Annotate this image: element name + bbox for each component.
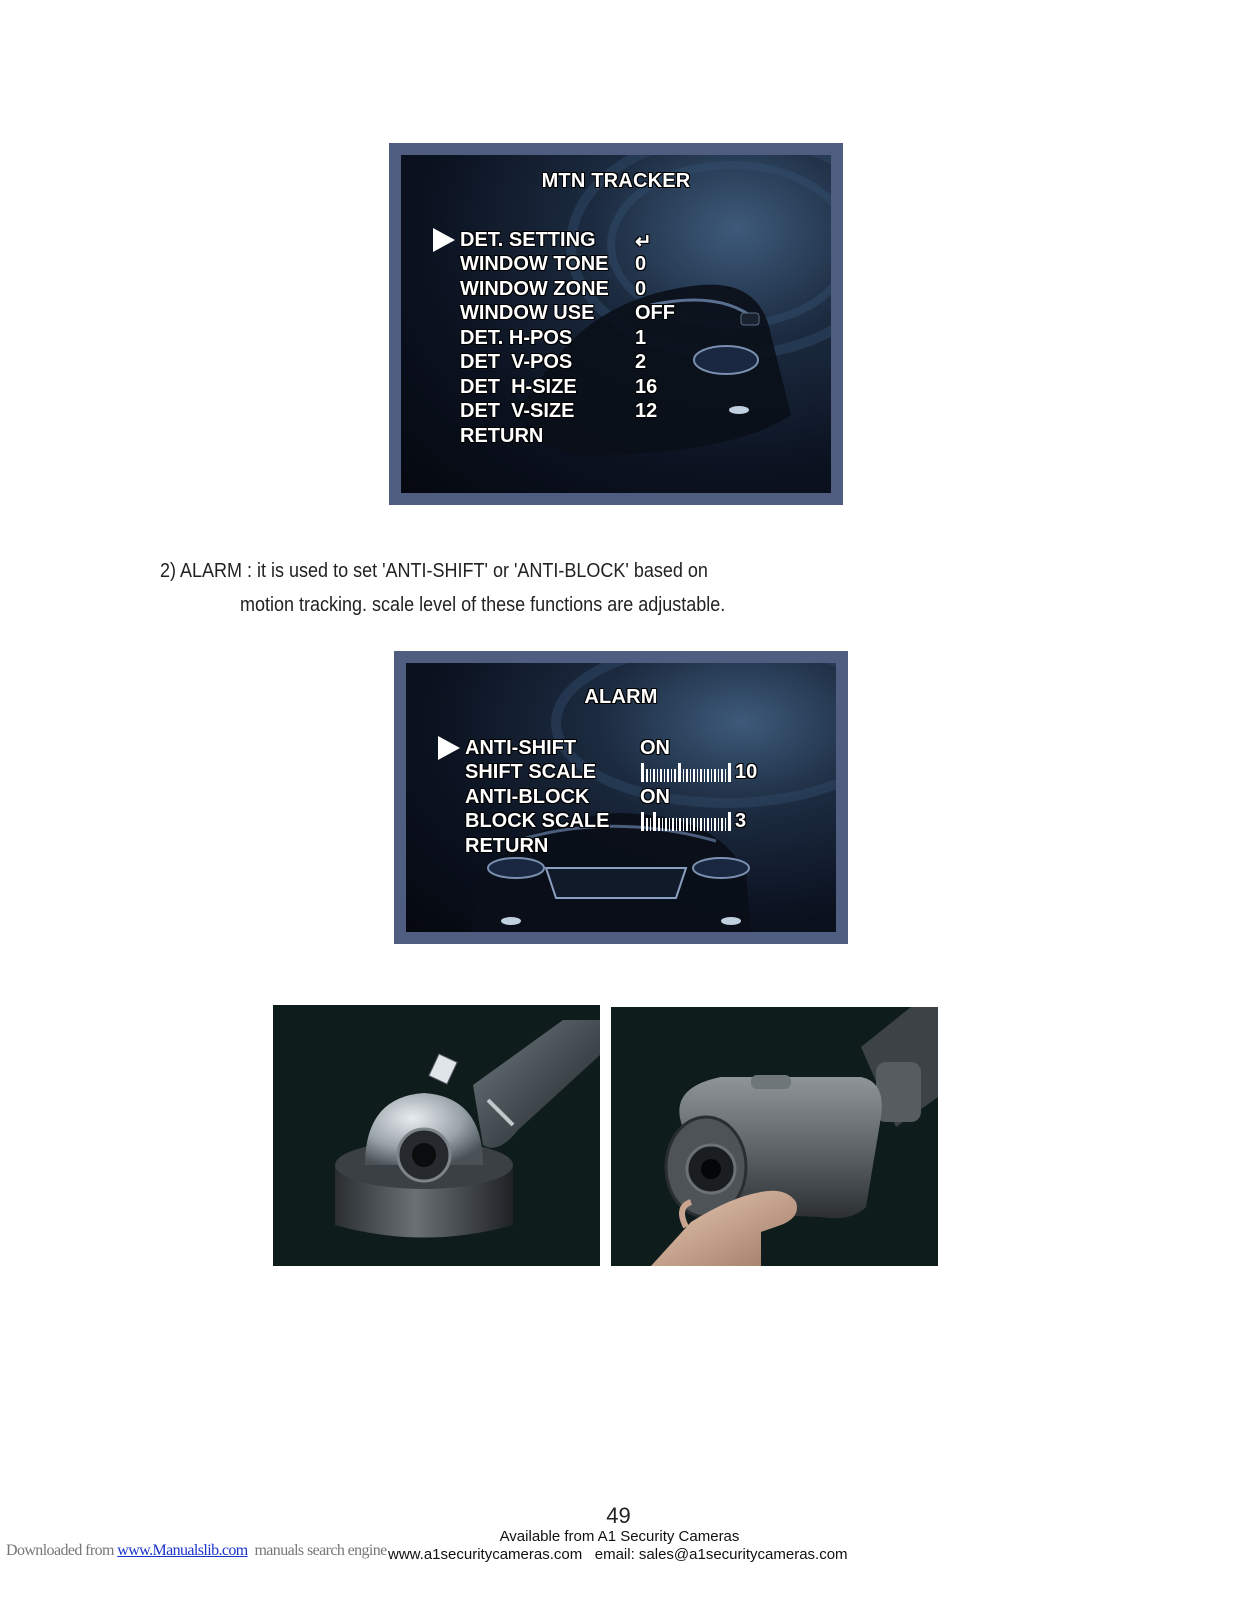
menu-item-label: WINDOW ZONE: [460, 278, 609, 300]
enter-icon: ↵: [635, 231, 652, 253]
block-scale-slider[interactable]: [641, 813, 731, 831]
scale-tick: [658, 818, 660, 831]
scale-tick: [728, 763, 731, 782]
menu-item-label: WINDOW TONE: [460, 253, 609, 275]
menu-item-value: 1: [635, 327, 647, 349]
manualslib-prefix: Downloaded from: [6, 1542, 118, 1559]
bullet-camera-illustration: [611, 1007, 938, 1266]
scale-tick: [704, 818, 706, 831]
scale-tick: [686, 769, 688, 782]
scale-tick: [721, 769, 723, 782]
scale-tick: [671, 769, 673, 782]
dome-camera-illustration: [273, 1005, 600, 1266]
scale-tick: [714, 769, 716, 782]
scale-tick: [650, 769, 652, 782]
footer-availability: Available from A1 Security Cameras: [499, 1528, 740, 1545]
scale-tick: [718, 818, 720, 831]
scale-tick: [646, 818, 648, 831]
menu-item-label: DET. SETTING: [460, 229, 596, 251]
menu-item-value: ON: [640, 737, 670, 759]
scale-tick: [721, 818, 723, 831]
scale-tick: [718, 769, 720, 782]
scale-tick: [679, 818, 681, 831]
menu-item-value: 0: [635, 278, 647, 300]
alarm-osd: [394, 651, 848, 944]
scale-tick: [650, 818, 652, 831]
menu-item-label: SHIFT SCALE: [465, 761, 597, 783]
menu-item-label: DET. H-POS: [460, 327, 573, 349]
block-scale-value: 3: [735, 810, 747, 832]
menu-item-label: DET V-SIZE: [460, 400, 575, 422]
scale-tick: [693, 769, 695, 782]
scale-tick: [714, 818, 716, 831]
shift-scale-slider[interactable]: [641, 764, 731, 782]
scale-tick: [690, 818, 692, 831]
scale-tick: [653, 769, 655, 782]
alarm-description-line2: motion tracking. scale level of these functions are adjustable.: [240, 594, 726, 616]
selection-cursor: [438, 736, 460, 760]
menu-item-label: BLOCK SCALE: [465, 810, 610, 832]
scale-tick: [683, 818, 685, 831]
scale-tick: [686, 818, 688, 831]
menu-item-value: 0: [635, 253, 647, 275]
page-number: 49: [606, 1503, 631, 1528]
scale-tick: [711, 818, 713, 831]
scale-tick: [697, 769, 699, 782]
scale-tick: [693, 818, 695, 831]
menu-item-label: RETURN: [460, 425, 544, 447]
scale-tick: [697, 818, 699, 831]
menu-item-value: OFF: [635, 302, 675, 324]
scale-tick: [667, 769, 669, 782]
scale-tick: [707, 769, 709, 782]
menu-item-value: 12: [635, 400, 658, 422]
scale-tick: [690, 769, 692, 782]
menu-item-label: DET V-POS: [460, 351, 573, 373]
scale-level-marker: [653, 812, 656, 831]
scale-tick: [711, 769, 713, 782]
scale-tick: [646, 769, 648, 782]
osd-title: ALARM: [584, 686, 658, 708]
osd-screen: [401, 155, 831, 493]
scale-tick: [662, 818, 664, 831]
manualslib-link[interactable]: www.Manualslib.com: [117, 1542, 248, 1559]
shift-scale-value: 10: [735, 761, 758, 783]
menu-item-value: ON: [640, 786, 670, 808]
scale-tick: [664, 769, 666, 782]
footer-contact: www.a1securitycameras.com email: sales@a1securitycameras.com: [388, 1546, 848, 1563]
menu-item-value: 16: [635, 376, 658, 398]
scale-tick: [676, 818, 678, 831]
manualslib-banner: [6, 1542, 387, 1560]
osd-title: MTN TRACKER: [541, 170, 691, 192]
osd-screen: [406, 663, 836, 932]
scale-tick: [728, 812, 731, 831]
manualslib-suffix: manuals search engine: [247, 1542, 387, 1559]
menu-item-shift-scale[interactable]: [465, 761, 785, 785]
alarm-description-line1: 2) ALARM : it is used to set 'ANTI-SHIFT' or 'ANTI-BLOCK' based on: [160, 560, 708, 582]
menu-item-label: WINDOW USE: [460, 302, 595, 324]
menu-item-label: ANTI-BLOCK: [465, 786, 590, 808]
mtn-tracker-osd: [389, 143, 843, 505]
scale-tick: [660, 769, 662, 782]
menu-item-label: ANTI-SHIFT: [465, 737, 577, 759]
scale-tick: [669, 818, 671, 831]
scale-tick: [641, 812, 644, 831]
scale-tick: [665, 818, 667, 831]
scale-tick: [707, 818, 709, 831]
scale-tick: [704, 769, 706, 782]
scale-tick: [725, 769, 727, 782]
menu-item-label: RETURN: [465, 835, 549, 857]
scale-tick: [674, 769, 676, 782]
dome-camera-photo: [273, 1005, 600, 1266]
scale-tick: [672, 818, 674, 831]
scale-tick: [641, 763, 644, 782]
scale-tick: [700, 818, 702, 831]
scale-tick: [657, 769, 659, 782]
menu-item-value: 2: [635, 351, 647, 373]
scale-tick: [683, 769, 685, 782]
selection-cursor: [433, 228, 455, 252]
menu-item-block-scale[interactable]: [465, 810, 785, 834]
bullet-camera-photo: [611, 1007, 938, 1266]
menu-item-label: DET H-SIZE: [460, 376, 577, 398]
scale-level-marker: [678, 763, 681, 782]
scale-tick: [700, 769, 702, 782]
scale-tick: [725, 818, 727, 831]
